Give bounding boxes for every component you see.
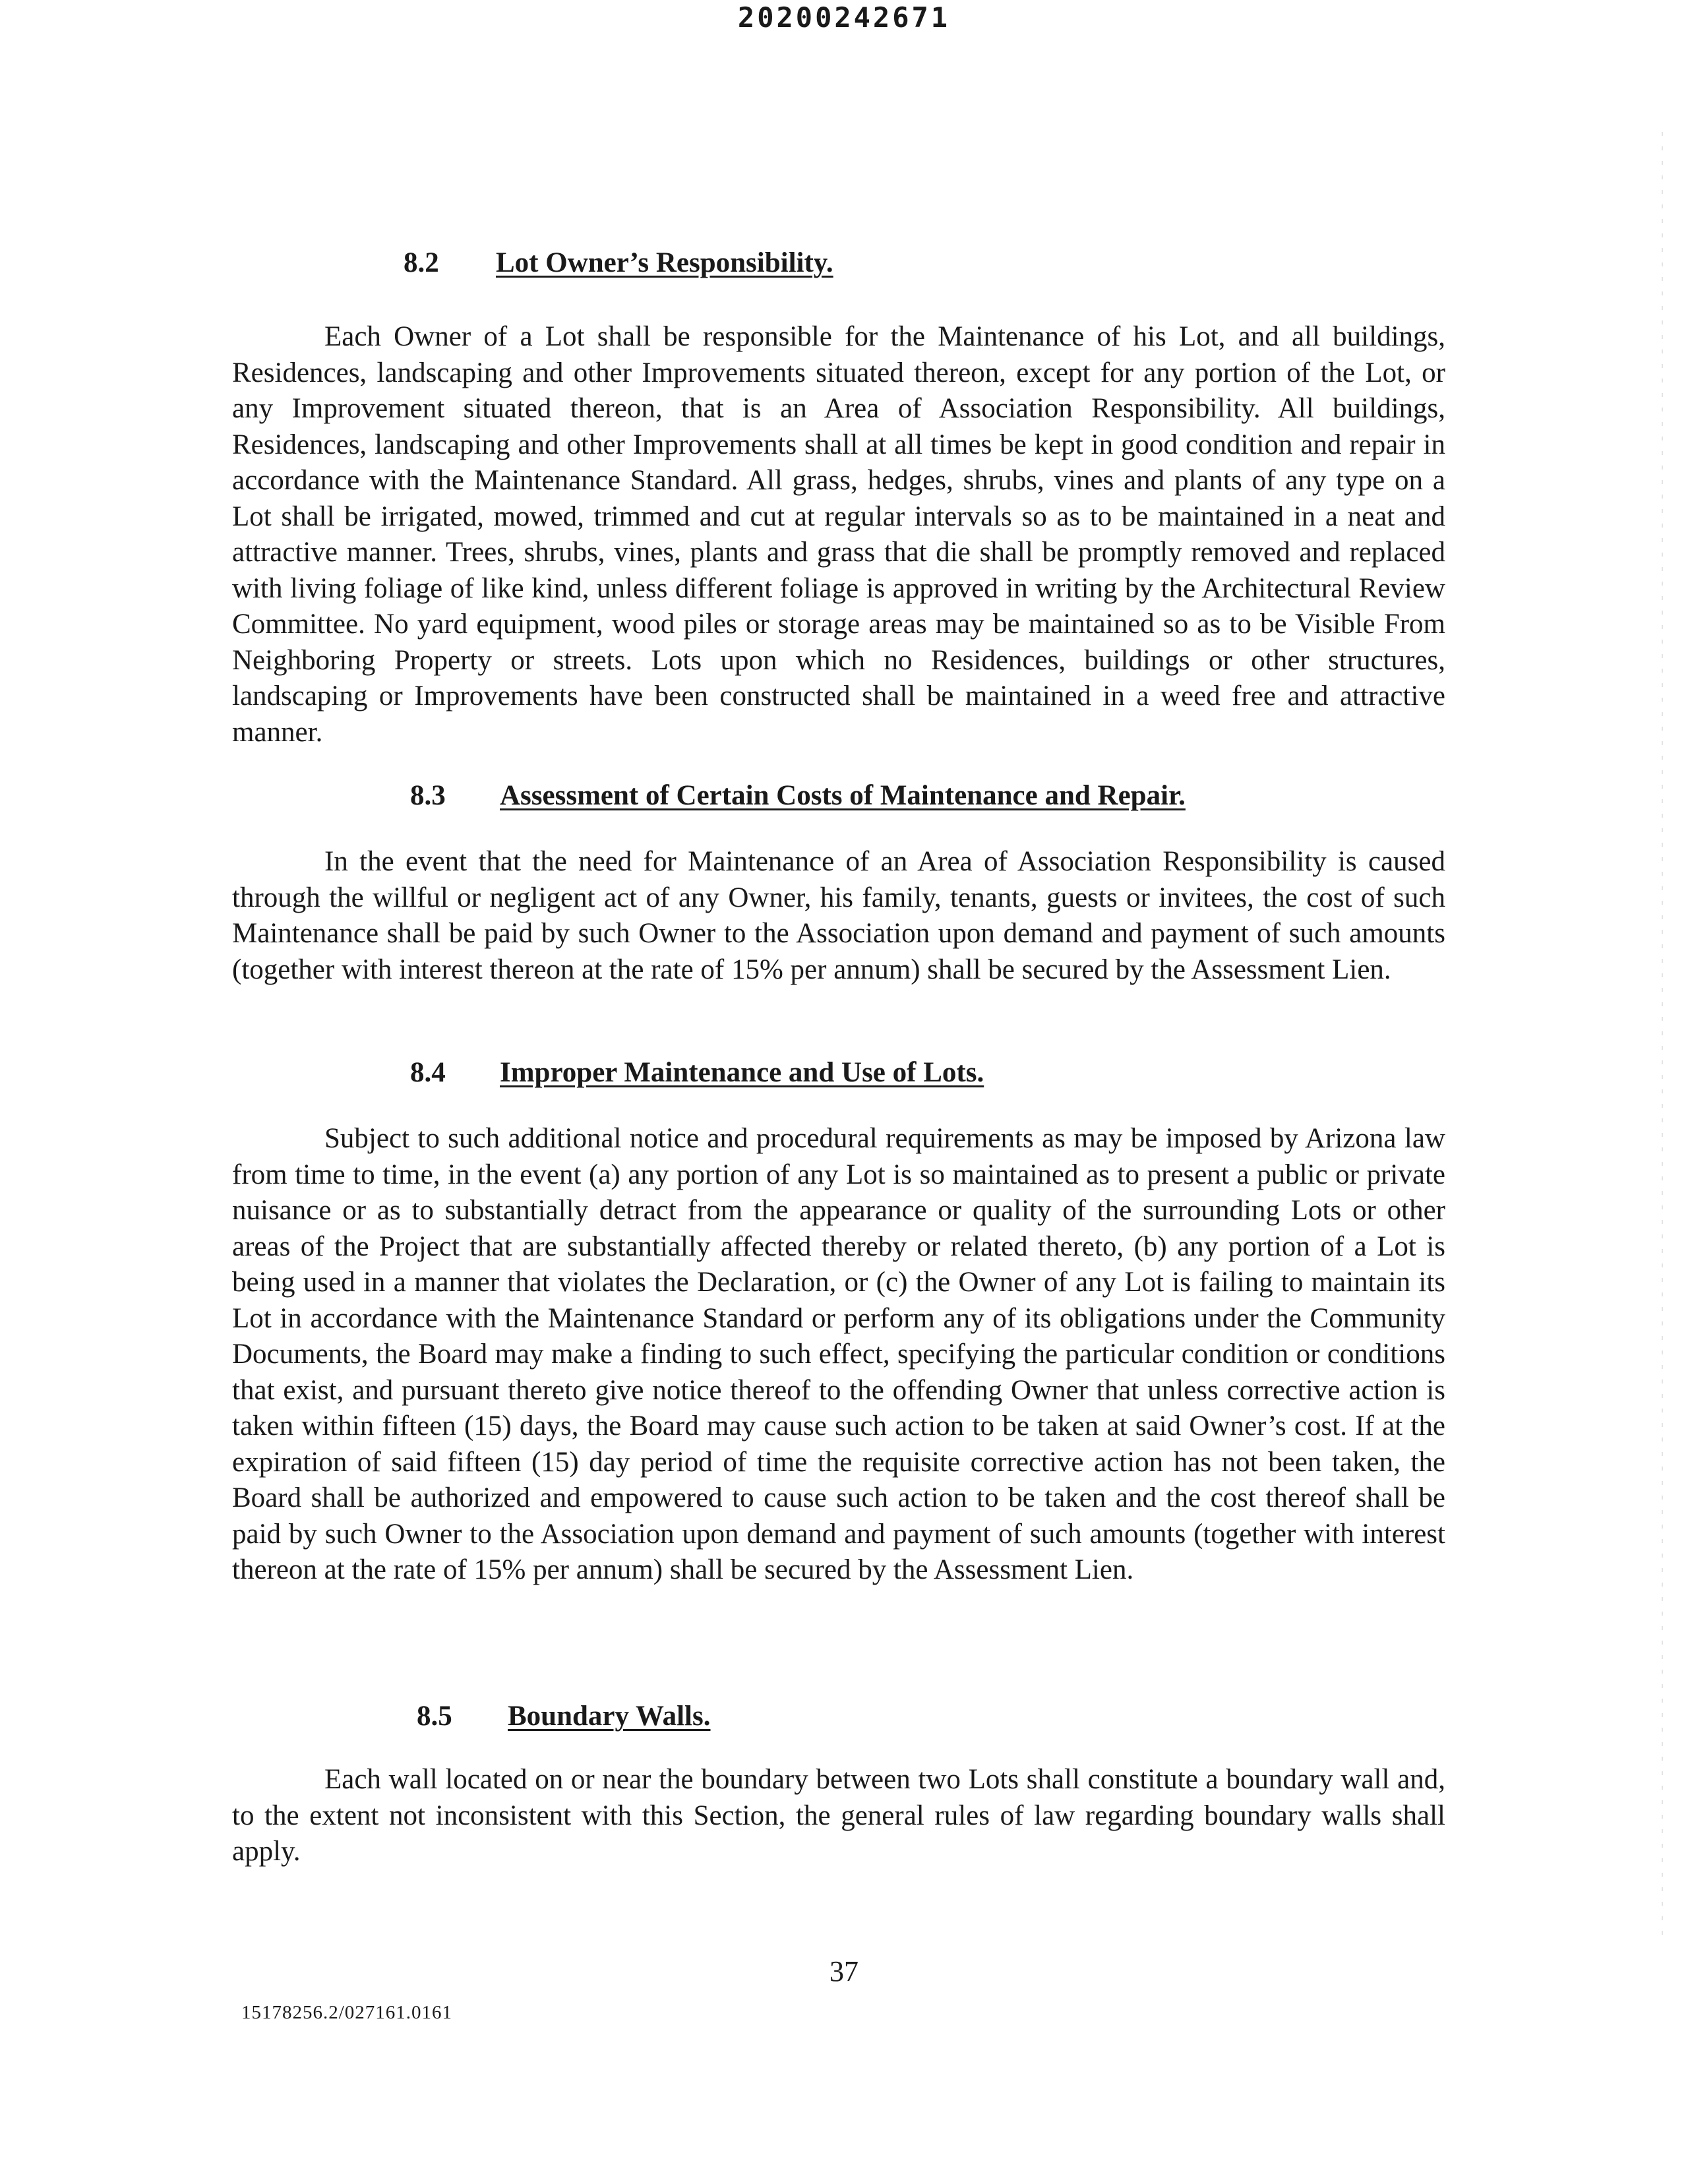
section-title: Improper Maintenance and Use of Lots. <box>500 1057 984 1088</box>
section-number: 8.3 <box>410 780 446 811</box>
section-paragraph-8-5: Each wall located on or near the boundary between two Lots shall constitute a boundary wall and, to the extent not inconsistent with this Section, the general rules of law regarding boundary walls shall apply. <box>232 1764 1445 1867</box>
section-number: 8.4 <box>410 1057 446 1088</box>
section-number: 8.2 <box>404 247 439 278</box>
section-number: 8.5 <box>417 1701 452 1732</box>
recording-number: 20200242671 <box>737 1 951 34</box>
section-paragraph-8-3: In the event that the need for Maintenance of an Area of Association Responsibility is caused through the willful or negligent act of any Owner, his family, tenants, guests or invitees, the cost of such Maintenance shall be paid by such Owner to the Association upon demand and payment of such amounts (together with interest thereon at the rate of 15% per annum) shall be secured by the Assessment Lien. <box>232 846 1445 985</box>
document-id: 15178256.2/027161.0161 <box>241 2002 453 2023</box>
section-title: Assessment of Certain Costs of Maintenance and Repair. <box>500 780 1186 811</box>
scan-edge-artifact <box>1662 132 1663 1945</box>
section-paragraph-8-2: Each Owner of a Lot shall be responsible for the Maintenance of his Lot, and all buildings, Residences, landscaping and other Improvements situated thereon, except for any portion of the Lot, or any Improvement situated thereon, that is an Area of Association Responsibility. All buildings, Residences, landscaping and other Improvements shall at all times be kept in good condition and repair in accordance with the Maintenance Standard. All grass, hedges, shrubs, vines and plants of any type on a Lot shall be irrigated, mowed, trimmed and cut at regular intervals so as to be maintained in a neat and attractive manner. Trees, shrubs, vines, plants and grass that die shall be promptly removed and replaced with living foliage of like kind, unless different foliage is approved in writing by the Architectural Review Committee. No yard equipment, wood piles or storage areas may be maintained so as to be Visible From Neighboring Property or streets. Lots upon which no Residences, buildings or other structures, landscaping or Improvements have been constructed shall be maintained in a weed free and attractive manner. <box>232 321 1445 748</box>
section-title: Lot Owner’s Responsibility. <box>496 247 833 278</box>
section-title: Boundary Walls. <box>508 1701 711 1732</box>
page-number: 37 <box>829 1955 859 1987</box>
section-paragraph-8-4: Subject to such additional notice and procedural requirements as may be imposed by Arizona law from time to time, in the event (a) any portion of any Lot is so maintained as to present a public or private nuisance or as to substantially detract from the appearance or quality of the surrounding Lots or other areas of the Project that are substantially affected thereby or related thereto, (b) any portion of a Lot is being used in a manner that violates the Declaration, or (c) the Owner of any Lot is failing to maintain its Lot in accordance with the Maintenance Standard or perform any of its obligations under the Community Documents, the Board may make a finding to such effect, specifying the particular condition or conditions that exist, and pursuant thereto give notice thereof to the offending Owner that unless corrective action is taken within fifteen (15) days, the Board may cause such action to be taken at said Owner’s cost. If at the expiration of said fifteen (15) day period of time the requisite corrective action has not been taken, the Board shall be authorized and empowered to cause such action to be taken and the cost thereof shall be paid by such Owner to the Association upon demand and payment of such amounts (together with interest thereon at the rate of 15% per annum) shall be secured by the Assessment Lien. <box>232 1123 1445 1585</box>
